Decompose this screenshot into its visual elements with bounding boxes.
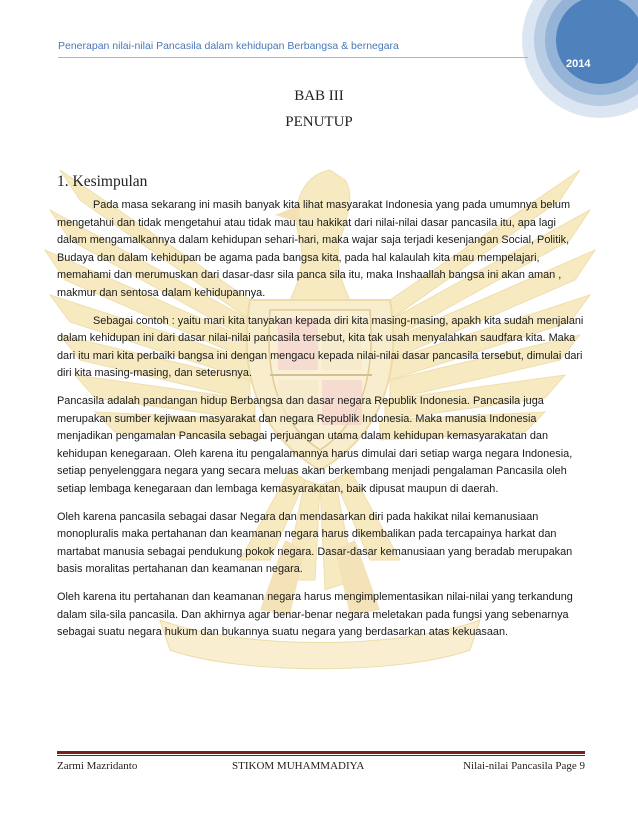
chapter-number: BAB III xyxy=(294,88,344,104)
chapter-title: PENUTUP xyxy=(285,114,353,130)
footer-page-number: Nilai-nilai Pancasila Page 9 xyxy=(463,760,585,772)
section-heading: 1. Kesimpulan xyxy=(57,173,148,190)
page-footer xyxy=(57,760,585,778)
header-divider xyxy=(58,57,528,58)
paragraph: Sebagai contoh : yaitu mari kita tanyakan kepada diri kita masing-masing, apakh kita sudah menjalani dalam kehidupan ini dari dasar nilai-nilai pancasila tersebut, kita tak usah menyalahkan saudfara kita. Maka dari itu mari kita perbaiki bangsa ini dengan mengacu kepada nilai-nilai dasar pancasila tersebut, dimulai dari diri kita masing-masing, dan seterusnya. xyxy=(57,314,584,379)
paragraph: Oleh karena itu pertahanan dan keamanan negara harus mengimplementasikan nilai-nilai yang terkandung dalam sila-sila pancasila. Dan akhirnya agar benar-benar negara meletakan pada fungsi yang sebenarnya sebagai suatu negara hukum dan bukannya suatu negara yang berdasarkan atas kekuasaan. xyxy=(57,591,573,638)
header-year: 2014 xyxy=(566,58,591,70)
running-header-title: Penerapan nilai-nilai Pancasila dalam kehidupan Berbangsa & bernegara xyxy=(58,40,399,52)
footer-divider xyxy=(57,751,585,756)
footer-author: Zarmi Mazridanto xyxy=(57,760,138,772)
paragraph: Oleh karena pancasila sebagai dasar Negara dan mendasarkan diri pada hakikat nilai kemanusiaan monopluralis maka pertahanan dan keamanan negara harus dikembalikan pada tercapainya harkat dan martabat manusia sebagai pendukung pokok negara. Dasar-dasar kemanusiaan yang beradab merupakan basis moralitas pertahanan dan keamanan negara. xyxy=(57,510,573,575)
paragraph: Pancasila adalah pandangan hidup Berbangsa dan dasar negara Republik Indonesia. Pancasila juga merupakan sumber kejiwaan masyarakat dan negara Republik Indonesia. Maka manusia Indonesia menjadikan pengamalan Pancasila sebagai perjuangan utama dalam kehidupan kemasyarakatan dan kehidupan kenegaraan. Oleh karena itu pengalamannya harus dimulai dari setiap warga negara Indonesia, setiap penyelenggara negara yang secara meluas akan berkembang menjadi pengalaman Pancasila oleh setiap lembaga kenegaraan dan lembaga kemasyarakatan, baik dipusat maupun di daerah. xyxy=(57,395,573,495)
footer-institution: STIKOM MUHAMMADIYA xyxy=(232,760,365,772)
body-text xyxy=(57,197,585,652)
paragraph: Pada masa sekarang ini masih banyak kita lihat masyarakat Indonesia yang pada umumnya belum mengetahui dan tidak mengetahui atau tidak mau tau hakikat dari nilai-nilai dasar pancasila itu, apa lagi dalam mengamalkannya dalam kehidupan sehari-hari, maka wajar saja terjadi kesenjangan Social, Politik, Budaya dan dalam kehidupan be agama pada bangsa kita, pada hal kalaulah kita mau mempelajari, memahami dan merumuskan dari dasar-dasr sila panca sila itu, maka Inshaallah bangsa ini akan aman , makmur dan sentosa dalam kehidupannya. xyxy=(57,199,571,299)
